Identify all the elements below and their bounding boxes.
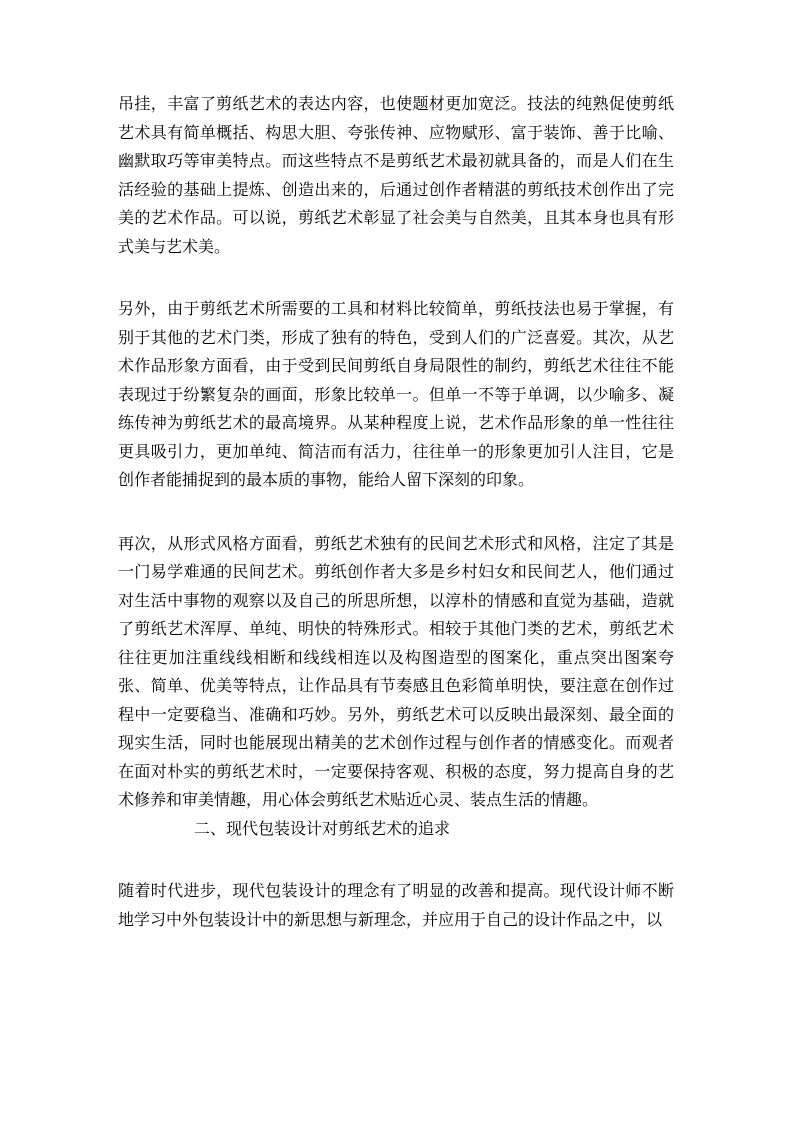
paragraph-tools-and-image: 另外，由于剪纸艺术所需要的工具和材料比较简单，剪纸技法也易于掌握，有别于其他的艺术门类，形成了独有的特色，受到人们的广泛喜爱。其次，从艺术作品形象方面看，由于受到民间剪纸自身局限性的制约，剪纸艺术往往不能表现过于纷繁复杂的画面，形象比较单一。但单一不等于单调，以少喻多、凝练传神为剪纸艺术的最高境界。从某种程度上说，艺术作品形象的单一性往往更具吸引力，更加单纯、简洁而有活力，往往单一的形象更加引人注目，它是创作者能捕捉到的最本质的事物，能给人留下深刻的印象。 — [118, 299, 674, 489]
paragraph-spacer — [118, 261, 674, 295]
document-page — [118, 90, 674, 934]
paragraph-modern-packaging: 随着时代进步，现代包装设计的理念有了明显的改善和提高。现代设计师不断地学习中外包装设计中的新思想与新理念，并应用于自己的设计作品之中，以 — [118, 881, 674, 929]
paragraph-form-style: 再次，从形式风格方面看，剪纸艺术独有的民间艺术形式和风格，注定了其是一门易学难通的民间艺术。剪纸创作者大多是乡村妇女和民间艺人，他们通过对生活中事物的观察以及自己的所思所想，以淳朴的情感和直觉为基础，造就了剪纸艺术浑厚、单纯、明快的特殊形式。相较于其他门类的艺术，剪纸艺术往往更加注重线线相断和线线相连以及构图造型的图案化，重点突出图案夸张、简单、优美等特点，让作品具有节奏感且色彩简单明快，要注意在创作过程中一定要稳当、准确和巧妙。另外，剪纸艺术可以反映出最深刻、最全面的现实生活，同时也能展现出精美的艺术创作过程与创作者的情感变化。而观者在面对朴实的剪纸艺术时，一定要保持客观、积极的态度，努力提高自身的艺术修养和审美情趣，用心体会剪纸艺术贴近心灵、装点生活的情趣。 — [118, 533, 674, 809]
section-heading: 二、现代包装设计对剪纸艺术的追求 — [194, 818, 451, 838]
paragraph-spacer — [118, 495, 674, 530]
paragraph-aesthetic-features: 吊挂，丰富了剪纸艺术的表达内容，也使题材更加宽泛。技法的纯熟促使剪纸艺术具有简单概括、构思大胆、夸张传神、应物赋形、富于装饰、善于比喻、幽默取巧等审美特点。而这些特点不是剪纸艺术最初就具备的，而是人们在生活经验的基础上提炼、创造出来的，后通过创作者精湛的剪纸技术创作出了完美的艺术作品。可以说，剪纸艺术彰显了社会美与自然美，且其本身也具有形式美与艺术美。 — [118, 94, 674, 256]
paragraph-spacer — [118, 843, 674, 877]
